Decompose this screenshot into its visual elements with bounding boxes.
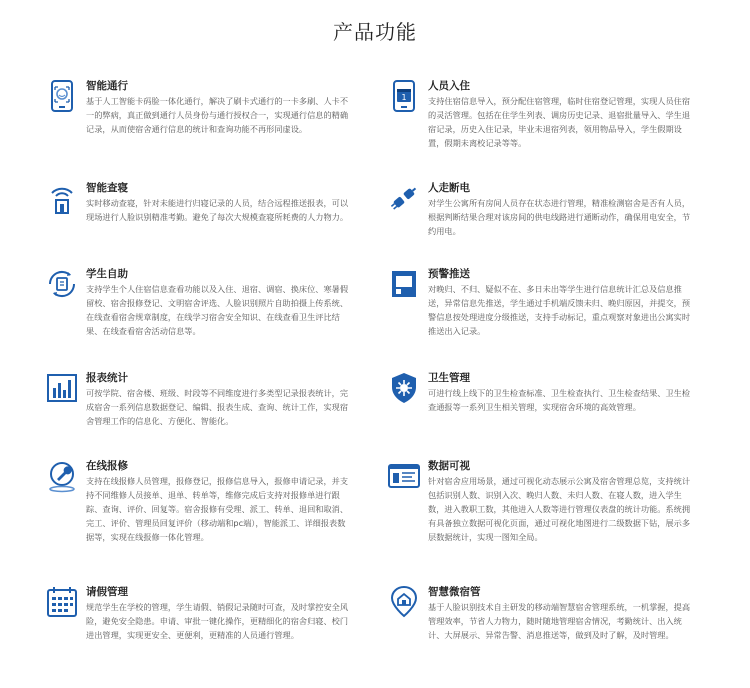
shield-virus-icon [386,370,422,406]
feature-title: 请假管理 [86,586,128,598]
feature-description: 基于人工智能卡码脸一体化通行，解决了刷卡式通行的一卡多刷、人卡不一的弊病，真正做到通行人员身份与通行授权合一，实现通行信息的精确记录，从而使宿舍通行信息的统计和查询功能不再形同虚设。 [86,96,349,134]
svg-text:1: 1 [401,93,407,102]
feature-description: 支持学生个人住宿信息查看功能以及入住、退宿、调宿、换床位、寒暑假留校、宿舍报修登记、文明宿舍评选、人脸识别照片自助拍摄上传系统、在线查看宿舍规章制度，在线学习宿舍安全知识、在线查看卫生评比结果、在线查看宿舍活动信息等。 [86,284,349,336]
phone-face-scan-icon [44,78,80,114]
feature-title: 人员入住 [428,80,470,92]
feature-title: 学生自助 [86,268,128,280]
self-service-icon [44,266,80,302]
feature-title: 智能通行 [86,80,128,92]
feature-title: 卫生管理 [428,372,470,384]
door-signal-icon [44,180,80,216]
feature-title: 报表统计 [86,372,128,384]
feature-description: 支持在线报修人员管理，报修登记，报修信息导入，报修申请记录，并支持不同维修人员接单、退单、转单等，维修完成后支持对报修单进行跟踪、查询、评价、回复等。宿舍报修有受理、派工、转单、退回和取消、完工、评价、管理员回复评价（移动端和pc端），智能派工、详细报表数据等，实现在线报修一体化管理。 [86,476,349,542]
feature-description: 基于人脸识别技术自主研发的移动端智慧宿舍管理系统，一机掌握，提高管理效率，节省人力物力，随时随地管理宿舍情况，考勤统计、出入统计、大屏展示、异常告警、消息推送等，做到及时了解，及时管理。 [428,602,691,640]
phone-calendar-icon [386,78,422,114]
feature-description: 规范学生在学校的管理，学生请假、销假记录随时可查，及时掌控安全风险，避免安全隐患。申请、审批一键化操作，更精细化的宿舍归寝、校门进出管理，实现更安全、更便利，更精准的人员通行管理。 [86,602,349,640]
feature-title: 在线报修 [86,460,128,472]
feature-description: 支持住宿信息导入，预分配住宿管理，临时住宿登记管理，实现人员住宿的灵活管理。包括在住学生列表、调房历史记录、退宿批量导入、学生退宿记录，历史入住记录，毕业未退宿列表，领用物品导入，学生假期设置，假期未离校记录等等。 [428,96,691,148]
feature-description: 可按学院、宿舍楼、班级、时段等不同维度进行多类型记录报表统计，完成宿舍一系列信息数据登记、编辑、报表生成、查询、统计工作，实现宿舍管理工作的信息化、方便化、智能化。 [86,388,349,426]
page-title: 产品功能 [333,20,417,44]
feature-description: 对晚归、不归、疑似不在、多日未出等学生进行信息统计汇总及信息推送，异常信息先推送，学生通过手机端反馈未归、晚归原因，并提交，预警信息按处理进度分级推送，支持手动标记，重点观察对象进出公寓实时推送出入记录。 [428,284,691,336]
location-home-icon [386,584,422,620]
feature-title: 人走断电 [428,182,470,194]
feature-title: 预警推送 [428,268,470,280]
dashboard-screen-icon [386,458,422,494]
bar-chart-icon [44,370,80,406]
alert-push-icon [386,266,422,302]
feature-description: 可进行线上线下的卫生检查标准、卫生检查执行、卫生检查结果、卫生检查通报等一系列卫生相关管理，实现宿舍环境的高效管理。 [428,388,691,412]
feature-description: 针对宿舍应用场景，通过可视化动态展示公寓及宿舍管理总览，支持统计包括识别人数、识别入次、晚归人数、未归人数、在寝人数，进入学生数，进入教职工数，其他进入人数等进行管理仪表盘的统计功能。系统拥有具备独立数据可视化页面，通过可视化地图进行二级数据下钻，展示多层数据统计，实现一图知全局。 [428,476,691,542]
feature-title: 智慧微宿管 [428,586,481,598]
repair-wrench-icon [44,458,80,494]
plug-icon [386,180,422,216]
feature-title: 智能查寝 [86,182,128,194]
feature-description: 对学生公寓所有房间人员存在状态进行管理，精准检测宿舍是否有人员，根据判断结果合理对该房间的供电线路进行通断动作，确保用电安全，节约用电。 [428,198,691,236]
calendar-grid-icon [44,584,80,620]
feature-title: 数据可视 [428,460,470,472]
feature-description: 实时移动查寝，针对未能进行归寝记录的人员，结合远程推送报表，可以现场进行人脸识别精准考勤。避免了每次大规模查寝所耗费的人力物力。 [86,198,349,222]
